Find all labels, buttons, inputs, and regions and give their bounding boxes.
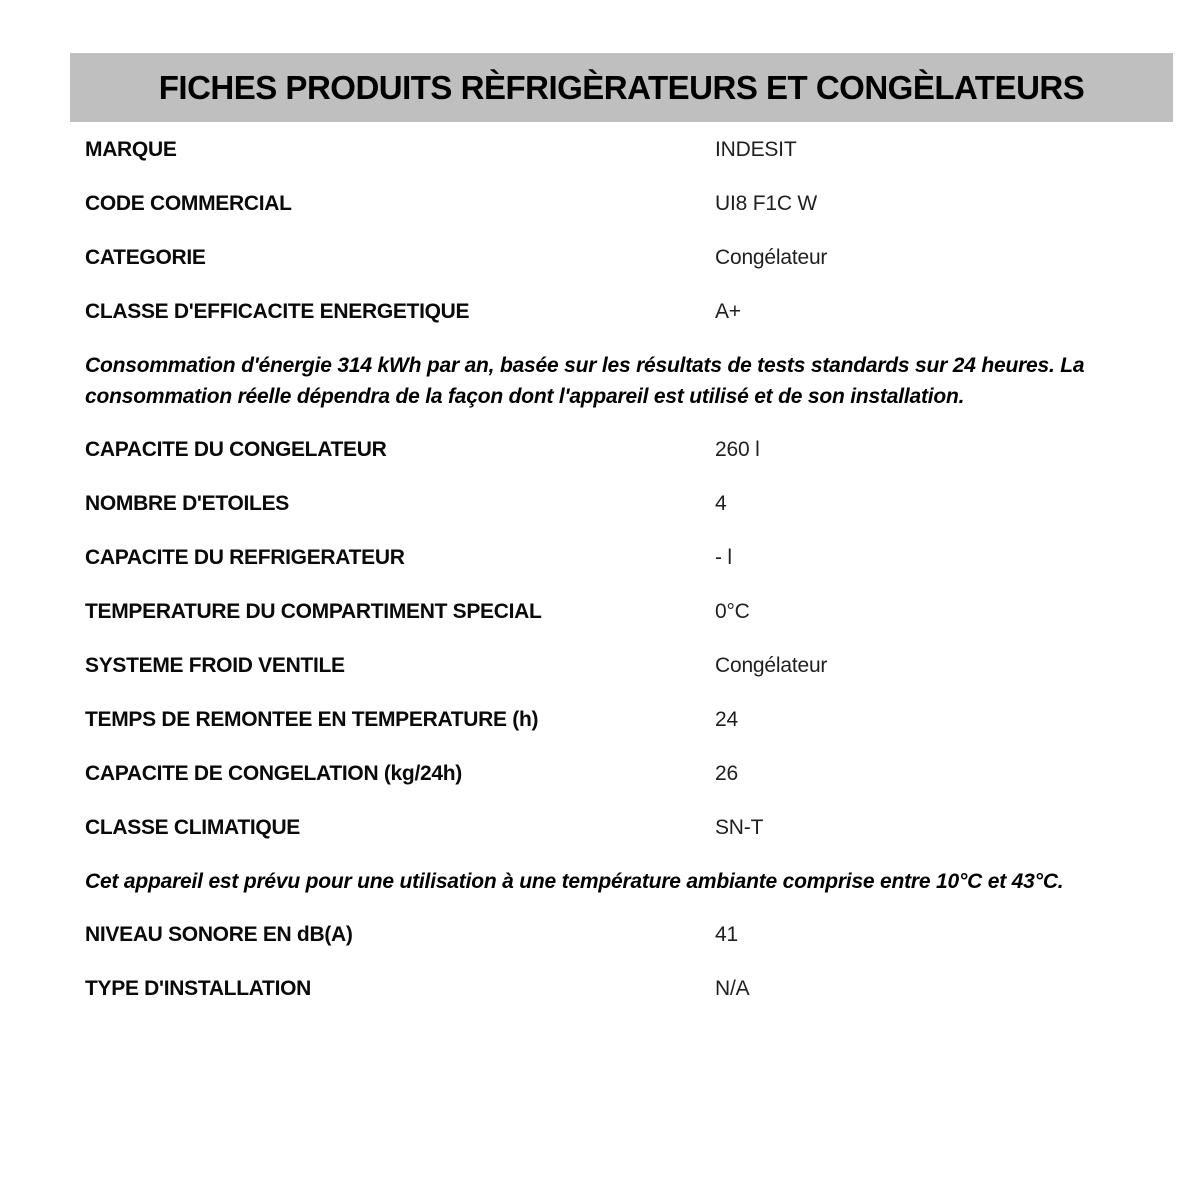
spec-label: CAPACITE DU REFRIGERATEUR (85, 546, 405, 569)
spec-row (0, 123, 1200, 177)
spec-row (0, 693, 1200, 747)
spec-row (0, 801, 1200, 855)
spec-row (0, 177, 1200, 231)
spec-row (0, 423, 1200, 477)
spec-label: CLASSE CLIMATIQUE (85, 816, 301, 839)
spec-row (0, 962, 1200, 1016)
spec-label: SYSTEME FROID VENTILE (85, 654, 345, 677)
spec-row (0, 231, 1200, 285)
spec-value: Congélateur (715, 654, 828, 677)
spec-label: TEMPS DE REMONTEE EN TEMPERATURE (h) (85, 708, 539, 731)
note-text: Consommation d'énergie 314 kWh par an, basée sur les résultats de tests standards sur 24 heures. La consommation réelle dépendra de la façon dont l'appareil est utilisé et de son installation. (85, 354, 1085, 408)
spec-row (0, 639, 1200, 693)
spec-row (0, 747, 1200, 801)
spec-value: A+ (715, 300, 741, 323)
note-row (0, 339, 1200, 423)
spec-label: TEMPERATURE DU COMPARTIMENT SPECIAL (85, 600, 542, 623)
page-title: FICHES PRODUITS RÈFRIGÈRATEURS ET CONGÈLATEURS (158, 68, 1085, 106)
spec-value: Congélateur (715, 246, 828, 269)
spec-row (0, 477, 1200, 531)
spec-value: SN-T (715, 816, 764, 839)
spec-value: - l (715, 546, 732, 569)
spec-value: 4 (715, 492, 727, 515)
note-text: Cet appareil est prévu pour une utilisation à une température ambiante comprise entre 10°C et 43°C. (85, 870, 1064, 893)
spec-value: INDESIT (715, 138, 797, 161)
spec-value: 26 (715, 762, 738, 785)
spec-row (0, 585, 1200, 639)
spec-label: CAPACITE DU CONGELATEUR (85, 438, 387, 461)
spec-label: TYPE D'INSTALLATION (85, 977, 312, 1000)
spec-value: 0°C (715, 600, 750, 623)
spec-row (0, 908, 1200, 962)
spec-label: MARQUE (85, 138, 177, 161)
spec-label: CLASSE D'EFFICACITE ENERGETIQUE (85, 300, 470, 323)
spec-label: NOMBRE D'ETOILES (85, 492, 289, 515)
spec-row (0, 285, 1200, 339)
spec-value: 41 (715, 923, 738, 946)
spec-value: N/A (715, 977, 750, 1000)
spec-value: 260 l (715, 438, 760, 461)
spec-label: CODE COMMERCIAL (85, 192, 292, 215)
spec-value: 24 (715, 708, 738, 731)
spec-row (0, 531, 1200, 585)
spec-label: NIVEAU SONORE EN dB(A) (85, 923, 353, 946)
spec-label: CATEGORIE (85, 246, 206, 269)
title-bar (70, 53, 1173, 122)
spec-value: UI8 F1C W (715, 192, 818, 215)
note-row (0, 855, 1200, 908)
spec-table (0, 123, 1200, 1016)
spec-label: CAPACITE DE CONGELATION (kg/24h) (85, 762, 462, 785)
